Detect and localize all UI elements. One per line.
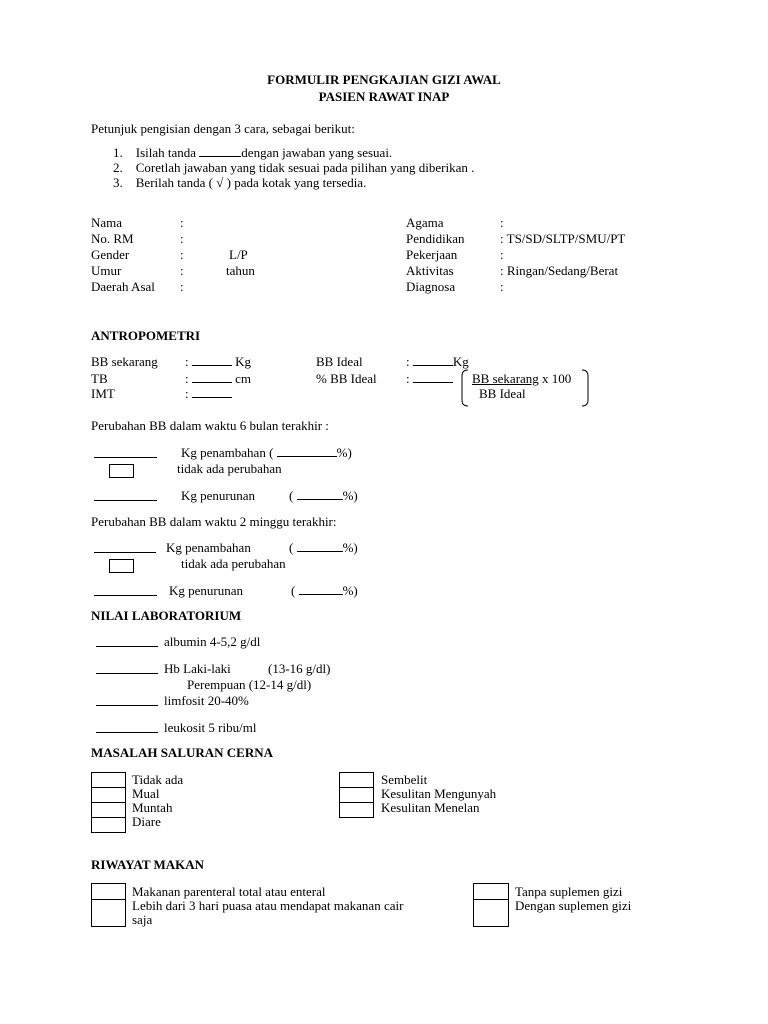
instruction-2: 2. Coretlah jawaban yang tidak sesuai pada pilihan yang diberikan . <box>113 160 475 175</box>
checkbox-kesulitan-menelan[interactable] <box>339 802 374 818</box>
formula-numerator: BB sekarang x 100 <box>472 371 572 386</box>
option-tanpa-suplemen: Tanpa suplemen gizi <box>515 884 623 899</box>
field-diagnosa-value: : <box>500 279 504 294</box>
lab-heading: NILAI LABORATORIUM <box>91 608 242 623</box>
change2-nochange-checkbox[interactable] <box>109 559 134 573</box>
instruction-3: 3. Berilah tanda ( √ ) pada kotak yang tersedia. <box>113 175 367 190</box>
instruction-blank <box>199 145 241 157</box>
checkbox-diare[interactable] <box>91 817 126 833</box>
option-diare: Diare <box>132 814 161 829</box>
change6-title: Perubahan BB dalam waktu 6 bulan terakhir : <box>91 418 329 433</box>
limfosit-blank[interactable] <box>96 705 158 706</box>
option-puasa-cont: saja <box>132 912 153 927</box>
antropometri-heading: ANTROPOMETRI <box>91 328 201 343</box>
checkbox-tidak-ada[interactable] <box>91 772 126 788</box>
field-umur-sep: : <box>180 263 184 278</box>
change6-loss-pct[interactable]: ( %) <box>289 488 358 503</box>
option-dengan-suplemen: Dengan suplemen gizi <box>515 898 632 913</box>
field-gender-value: L/P <box>229 247 248 262</box>
leukosit-blank[interactable] <box>96 732 158 733</box>
field-norm-label: No. RM <box>91 231 134 246</box>
change2-loss-blank[interactable] <box>94 595 157 596</box>
field-pekerjaan-value: : <box>500 247 504 262</box>
change6-loss-label: Kg penurunan <box>181 488 256 503</box>
form-subtitle: PASIEN RAWAT INAP <box>318 89 450 104</box>
pct-bb-ideal-label: % BB Ideal <box>316 371 377 386</box>
field-aktivitas-value: : Ringan/Sedang/Berat <box>500 263 619 278</box>
change2-gain-pct[interactable]: ( %) <box>289 540 358 555</box>
option-kesulitan-mengunyah: Kesulitan Mengunyah <box>381 786 497 801</box>
change6-nochange-checkbox[interactable] <box>109 464 134 478</box>
field-gender-label: Gender <box>91 247 130 262</box>
instructions-intro: Petunjuk pengisian dengan 3 cara, sebagai berikut: <box>91 121 355 136</box>
hb-male-range: (13-16 g/dl) <box>268 661 331 676</box>
field-diagnosa-label: Diagnosa <box>406 279 456 294</box>
option-parenteral: Makanan parenteral total atau enteral <box>132 884 326 899</box>
change6-gain-blank[interactable] <box>94 457 157 458</box>
change2-loss-pct[interactable]: ( %) <box>291 583 358 598</box>
field-pekerjaan-label: Pekerjaan <box>406 247 458 262</box>
tb-label: TB <box>91 371 108 386</box>
field-nama-label: Nama <box>91 215 123 230</box>
pct-bb-ideal-field[interactable]: : <box>406 371 453 386</box>
field-pendidikan-value: : TS/SD/SLTP/SMU/PT <box>500 231 626 246</box>
formula-denominator: BB Ideal <box>479 386 526 401</box>
hb-female-range: Perempuan (12-14 g/dl) <box>187 677 312 692</box>
field-aktivitas-label: Aktivitas <box>406 263 454 278</box>
change6-loss-blank[interactable] <box>94 500 157 501</box>
form-title: FORMULIR PENGKAJIAN GIZI AWAL <box>267 72 501 87</box>
limfosit-label: limfosit 20-40% <box>164 693 249 708</box>
change2-nochange-label: tidak ada perubahan <box>181 556 286 571</box>
field-norm-sep: : <box>180 231 184 246</box>
saluran-cerna-heading: MASALAH SALURAN CERNA <box>91 745 274 760</box>
change2-loss-label: Kg penurunan <box>169 583 244 598</box>
field-agama-value: : <box>500 215 504 230</box>
field-umur-label: Umur <box>91 263 122 278</box>
checkbox-parenteral[interactable] <box>91 883 126 900</box>
field-nama-sep: : <box>180 215 184 230</box>
checkbox-dengan-suplemen[interactable] <box>473 899 509 927</box>
bb-ideal-field[interactable]: : Kg <box>406 354 469 369</box>
field-daerah-label: Daerah Asal <box>91 279 155 294</box>
albumin-label: albumin 4-5,2 g/dl <box>164 634 261 649</box>
option-mual: Mual <box>132 786 160 801</box>
change2-title: Perubahan BB dalam waktu 2 minggu terakhir: <box>91 514 337 529</box>
leukosit-label: leukosit 5 ribu/ml <box>164 720 257 735</box>
imt-field[interactable]: : <box>185 386 232 401</box>
checkbox-puasa[interactable] <box>91 899 126 927</box>
hb-label: Hb Laki-laki <box>164 661 231 676</box>
option-sembelit: Sembelit <box>381 772 428 787</box>
checkbox-tanpa-suplemen[interactable] <box>473 883 509 900</box>
field-pendidikan-label: Pendidikan <box>406 231 465 246</box>
option-puasa: Lebih dari 3 hari puasa atau mendapat makanan cair <box>132 898 404 913</box>
tb-field[interactable]: : cm <box>185 371 252 386</box>
option-tidak-ada: Tidak ada <box>132 772 184 787</box>
imt-label: IMT <box>91 386 115 401</box>
change2-gain-blank[interactable] <box>94 552 156 553</box>
change2-gain-label: Kg penambahan <box>166 540 251 555</box>
checkbox-sembelit[interactable] <box>339 772 374 788</box>
hb-blank[interactable] <box>96 673 158 674</box>
checkbox-mual[interactable] <box>91 787 126 803</box>
bb-sekarang-field[interactable]: : Kg <box>185 354 252 369</box>
field-gender-sep: : <box>180 247 184 262</box>
field-agama-label: Agama <box>406 215 444 230</box>
field-umur-value: tahun <box>226 263 255 278</box>
checkbox-kesulitan-mengunyah[interactable] <box>339 787 374 803</box>
change6-nochange-label: tidak ada perubahan <box>177 461 282 476</box>
option-kesulitan-menelan: Kesulitan Menelan <box>381 800 480 815</box>
bb-ideal-label: BB Ideal <box>316 354 363 369</box>
riwayat-makan-heading: RIWAYAT MAKAN <box>91 857 205 872</box>
change6-gain-label: Kg penambahan ( %) <box>181 445 352 460</box>
instruction-1: 1. Isilah tanda dengan jawaban yang sesuai. <box>113 145 393 160</box>
bb-sekarang-label: BB sekarang <box>91 354 158 369</box>
option-muntah: Muntah <box>132 800 173 815</box>
field-daerah-sep: : <box>180 279 184 294</box>
albumin-blank[interactable] <box>96 646 158 647</box>
checkbox-muntah[interactable] <box>91 802 126 818</box>
